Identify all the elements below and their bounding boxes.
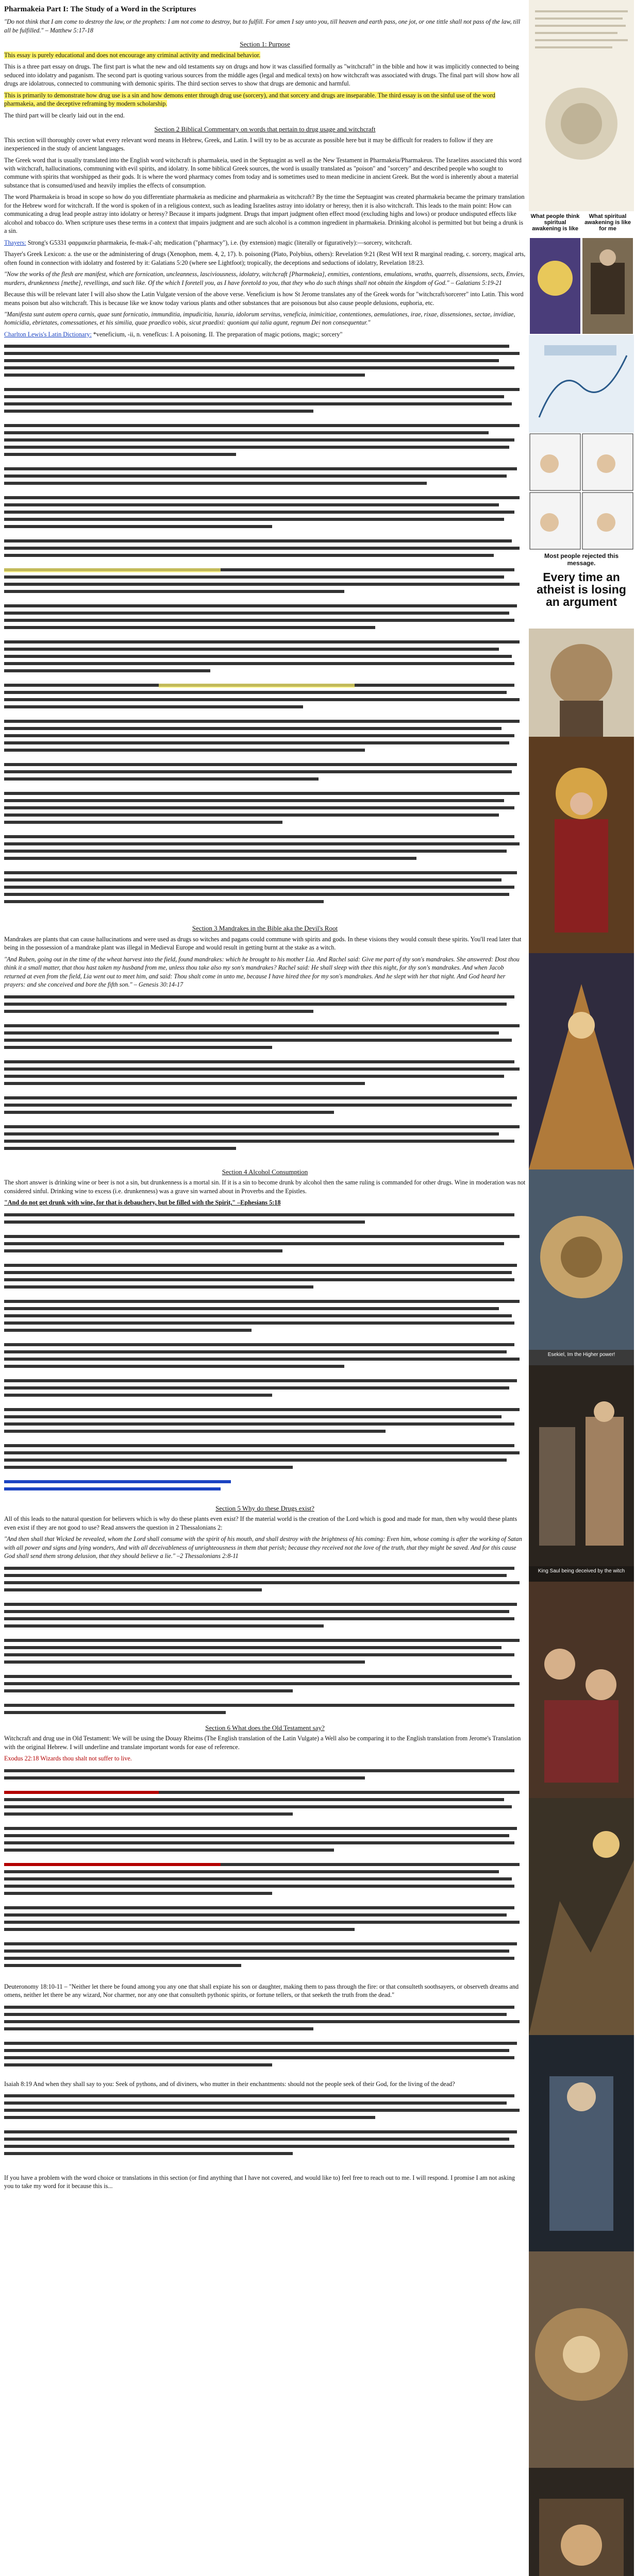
- commentary-paragraph-3: The word Pharmakeia is broad in scope so how do you differentiate pharmakeia as medicine and pharmakeia as witchcraft? By the time the Septuagint was created pharmakeia became the primary translation for the Hebrew word for witchcraft. If the word is spoken of in a religious context, such as leading Israelites astray into idolatry or heresy, then it is also witchcraft. This leads to the main point: How can communicating a drug lead people astray into idolatry or heresy? Because it imparts judgment. Drugs that impart judgment often effect mood (excluding highs and lows) or produce undisputed effects like alcohol and tobacco do. When scripture uses these terms in a context that impairs judgment and are such alcohol is a common ingredient in pharmakeia. Drinking alcohol is permitted but but being a drunk is a sin.: [4, 193, 525, 235]
- thayers-link[interactable]: Thayers:: [4, 239, 26, 246]
- ot-text: Witchcraft and drug use in Old Testament: We will be using the Douay Rheims (The English translation of the Latin Vulgate) a Well also be comparing it to the English translation from Jerome's Translation with the original Hebrew. I will underline and translate important words for ease of reference.: [4, 1735, 521, 1751]
- side-image-14-painting: [529, 2468, 634, 2576]
- dense-text-block-3: [4, 1210, 526, 1499]
- document-title: Pharmakeia Part I: The Study of a Word in the Scriptures: [4, 5, 196, 13]
- side-image-13-painting: [529, 2251, 634, 2468]
- side-image-1: [529, 0, 634, 212]
- purpose-disclaimer: This essay is purely educational and does not encourage any criminal activity and medicinal behavior.: [4, 51, 261, 59]
- dense-text-block-5: [4, 1766, 526, 1982]
- comic-caption: Most people rejected this message.: [544, 552, 619, 567]
- spacer-deut-body: [4, 2003, 526, 2080]
- dense-text-block-4: [4, 1564, 526, 1718]
- drugs-text: All of this leads to the natural question for believers which is why do these plants even exist? If the material world is the creation of the Lord which is good and made for man, then why would these plants even exist if they are not good to use? Read answers the question in 2 Thessalonians 2:: [4, 1515, 517, 1531]
- spacer-lexicon-body: [4, 342, 526, 919]
- genesis-quote: "And Ruben, going out in the time of the wheat harvest into the field, found mandrakes: which he brought to his mother Lia. And Rachel said: Give me part of thy son's mandrakes. She answered: Dost thou think it a small matter, that thou hast taken my husband from me, unless thou take also my son's mandrakes? Rachel said: He shall sleep with thee this night, for thy son's mandrakes. And when Jacob returned at even from the field, Lia went out to meet him, and said: Thou shalt come in unto me, because I have hired thee for my son's mandrakes. And he slept with her that night. And God heard her prayers: and she conceived and bore the fifth son." – Genesis 30:14-17: [4, 955, 520, 989]
- spacer-isaiah-body: [4, 2091, 526, 2174]
- section-commentary-title: Section 2 Biblical Commentary on words that pertain to drug usage and witchcraft: [154, 125, 376, 133]
- spacer-drugs-body: [4, 1564, 526, 1718]
- side-image-column: [529, 0, 634, 2576]
- latin-note: Because this will be relevant later I will also show the Latin Vulgate version of the above verse. Veneficium is how St Jerome translates any of the Greek words for "witchcraft/sorcerer" into Latin. This word means poison but also witchcraft. This is because like we know today various plants and other substances that are poisonous but also cause people delusions, euphoria, etc.: [4, 291, 524, 307]
- exodus-quote: Exodus 22:18 Wizards thou shalt not suffer to live.: [4, 1755, 132, 1762]
- side-image-3: [529, 335, 634, 433]
- dense-text-block-7: [4, 2091, 526, 2174]
- thessalonians-quote: "And then shall that Wicked be revealed, whom the Lord shall consume with the spirit of his mouth, and shall destroy with the brightness of his coming: Even him, whose coming is after the working of Satan with all power and signs and lying wonders, And with all deceivableness of unrighteousness in them that perish; because they received not the love of the truth, that they might be saved. And for this cause God shall send them strong delusion, that they should believe a lie." –2 Thessalonians 2:8-11: [4, 1535, 522, 1560]
- painting-7: [529, 953, 634, 1170]
- painting-14: [529, 2468, 634, 2576]
- meme-caption-left: What people think spiritual awakening is like: [530, 213, 580, 232]
- painting-10: [529, 1582, 634, 1798]
- illustration-1: [529, 0, 634, 211]
- section-mandrakes-title: Section 3 Mandrakes in the Bible aka the Devil's Root: [192, 924, 338, 933]
- latin-verse: "Manifesta sunt autem opera carnis, quae sunt fornicatio, immunditia, impudicitia, luxuria, idolorum servitus, veneficia, inimicitiae, contentiones, aemulationes, irae, rixae, dissensiones, sectae, invidiae, homicidia, ebrietates, comessationes, et his similia, quae praedico vobis, sicut praedixi: quoniam qui talia agunt, regnum Dei non consequentur.": [4, 311, 515, 327]
- spacer-alcohol-body: [4, 1210, 526, 1499]
- comic-panels: [529, 433, 634, 551]
- latin-dictionary-entry: Charlton Lewis's Latin Dictionary: *veneficium, -ii, n. venefĭcus: I. A poisoning. II. The preparation of magic potions, magic; sorcery": [4, 330, 343, 338]
- side-image-5-atheist-meme: [529, 567, 634, 737]
- painting-8: [529, 1170, 634, 1350]
- painting-11: [529, 1798, 634, 2035]
- meme-panels: [529, 211, 634, 335]
- side-image-9-king-saul: [529, 1365, 634, 1582]
- spacer-mandrakes-body: [4, 992, 526, 1162]
- meme-caption-right: What spiritual awakening is like for me: [584, 213, 631, 232]
- side-image-8-ezekiel: [529, 1170, 634, 1366]
- thayers-entry: Thayers: Strong's G5331 φαρμακεία pharmakeia, fe-mak-í'-ah; medication ("pharmacy"), i.e. (by extension) magic (literally or figuratively):—sorcery, witchcraft.: [4, 239, 412, 246]
- atheist-meme-caption: Every time an atheist is losing an argument: [537, 570, 626, 609]
- side-image-11-painting: [529, 1798, 634, 2036]
- section-purpose-title: Section 1: Purpose: [240, 40, 290, 48]
- section-alcohol-title: Section 4 Alcohol Consumption: [222, 1167, 308, 1176]
- painting-9: [529, 1365, 634, 1566]
- isaiah-quote: Isaiah 8:19 And when they shall say to you: Seek of pythons, and of diviners, who mutter in their enchantments: should not the people seek of their God, for the living of the dead?: [4, 2080, 455, 2088]
- side-image-7-painting: [529, 953, 634, 1170]
- deuteronomy-quote: Deuteronomy 18:10-11 – "Neither let there be found among you any one that shall expiate his son or daughter, making them to pass through the fire: or that consulteth soothsayers, or observeth dreams and omens, neither let there be any wizard, Nor charmer, nor any one that consulteth pythonic spirits, or fortune tellers, or that seeketh the truth from the dead.": [4, 1982, 519, 1999]
- side-image-10-painting: [529, 1582, 634, 1799]
- commentary-paragraph-1: This section will thoroughly cover what every relevant word means in Hebrew, Greek, and Latin. I will try to be as accurate as possible here but it may be difficult for readers to follow if they are inexperienced in the study of ancient languages.: [4, 136, 493, 152]
- king-saul-caption: King Saul being deceived by the witch: [538, 1568, 625, 1574]
- painting-13: [529, 2251, 634, 2468]
- ephesians-quote: "And do not get drunk with wine, for that is debauchery, but be filled with the Spirit," –Ephesians 5:18: [4, 1199, 281, 1207]
- commentary-paragraph-2: The Greek word that is usually translated into the English word witchcraft is pharmakeia, used in the Septuagint as well as the New Testament in Pharmakeia/Pharmakeus. The Israelites associated this word with witchcraft, hallucinations, communing with evil spirits, and idolatry. In some biblical Greek sources, the word is usually translated as "poison" and "sorcery" and described people who sought to commune with spirits that worshipped as their gods. It is where the word pharmacy comes from today and is sometimes used to mean medicine in ancient Greek. But the word is inherently about a material substance that is consumed/used and heavily implies the effects of consumption.: [4, 156, 522, 189]
- article-body: [4, 3, 526, 2576]
- galatians-quote: "Now the works of the flesh are manifest, which are fornication, uncleanness, lasciviousness, idolatry, witchcraft [Pharmakeia], enmities, contentions, emulations, wraths, quarrels, dissensions, sects, Envies, murders, drunkenness [methe], revellings, and such like. Of the which I foretell you, as I have foretold to you, that they who do such things shall not obtain the kingdom of God." – Galatians 5:19-21: [4, 270, 525, 286]
- purpose-paragraph-1: This is a three part essay on drugs. The first part is what the new and old testaments say on drugs and how it was classified formally as "witchcraft" in the bible and how it was implicitly connected to being seduced into idolatry and paganism. The second part is quoting various sources from the middle ages (legal and medical texts) on how witchcraft was associated with drugs. The final part will show how all drugs are idolatrous, connected to communing with demonic spirits. The third section serves to show that drugs are demonic and harmful.: [4, 63, 520, 88]
- mandrakes-text: Mandrakes are plants that can cause hallucinations and were used as drugs so witches and pagans could commune with spirits and gods. In these visions they would consult these spirits. You'll read later that being in the possession of a mandrake plant was illegal in Medieval Europe and would result in getting burnt at the stake as a witch.: [4, 935, 522, 952]
- dense-text-block: [4, 342, 526, 919]
- closing-paragraph: If you have a problem with the word choice or translations in this section (or find anything that I have not covered, and would like to) feel free to reach out to me. I will respond. I promise I am not asking you to take my word for it because this is...: [4, 2174, 515, 2190]
- side-image-6-painting: [529, 737, 634, 954]
- painting-12: [529, 2035, 634, 2251]
- purpose-paragraph-2: This is primarily to demonstrate how drug use is a sin and how demons enter through drug use (sorcery), and that sorcery and drugs are inseparable. The third essay is on the sinful use of the word pharmakeia, and the deceptive reframing by modern scholarship.: [4, 91, 495, 108]
- opening-quote: "Do not think that I am come to destroy the law, or the prophets: I am not come to destroy, but to fulfill. For amen I say unto you, till heaven and earth pass, one jot, or one tittle shall not pass of the law, till all be fulfilled." – Matthew 5:17-18: [4, 18, 521, 34]
- illustration-3: [529, 335, 634, 433]
- thayers-lexicon: Thayer's Greek Lexicon: a. the use or the administering of drugs (Xenophon, mem. 4, 2, 17). b. poisoning (Plato, Polybius, others): Revelation 9:21 (Rest WH text R marginal reading, c. sorcery, magical arts, often found in connection with idolatry and fostered by it: Galatians 5:20 (where see Lightfoot); tropically, the deceptions and seductions of idolatry, Revelation 18:23.: [4, 250, 526, 266]
- section-ot-title: Section 6 What does the Old Testament say?: [205, 1723, 325, 1732]
- side-image-2-awakening-meme: [529, 211, 634, 335]
- dense-text-block-6: [4, 2003, 526, 2080]
- dense-text-block-2: [4, 992, 526, 1162]
- purpose-paragraph-3: The third part will be clearly laid out in the end.: [4, 111, 125, 119]
- side-image-12-painting: [529, 2035, 634, 2252]
- atheist-meme-image: [529, 567, 634, 737]
- latin-dictionary-link[interactable]: Charlton Lewis's Latin Dictionary:: [4, 330, 92, 338]
- ezekiel-caption: Esekiel, Im the Higher power!: [547, 1352, 615, 1358]
- spacer-ot-body: [4, 1766, 526, 1982]
- side-image-4-comic: [529, 433, 634, 567]
- painting-6: [529, 737, 634, 953]
- alcohol-text: The short answer is drinking wine or beer is not a sin, but drunkenness is a mortal sin. If it is a sin to become drunk by alcohol then the same ruling is commanded for other drugs. Wine in moderation was not considered sinful. Drinking wine to excess (i.e. drunkenness) was a grave sin warned about in Proverbs and the Epistles.: [4, 1179, 526, 1195]
- section-drugs-title: Section 5 Why do these Drugs exist?: [215, 1504, 314, 1512]
